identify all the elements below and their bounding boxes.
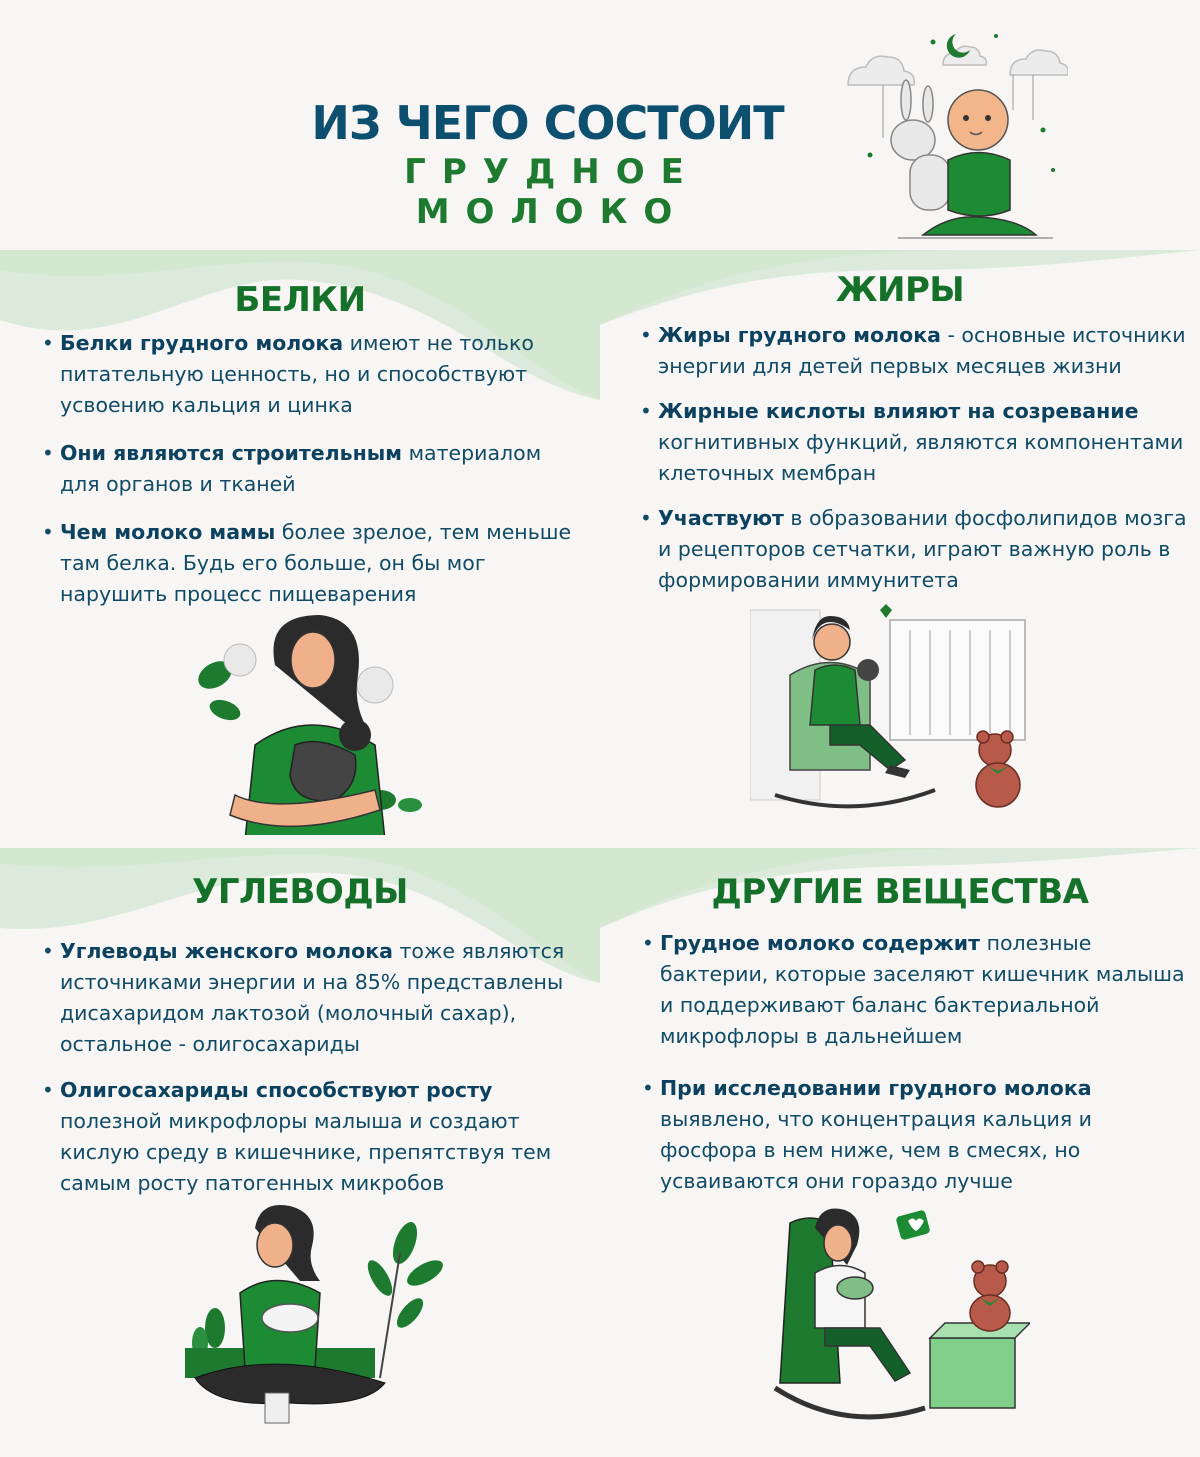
mother-sitting-feeding-icon [175,1203,445,1443]
bullet-list [642,928,1190,1197]
bullet-item: • Олигосахариды способствуют росту полезной микрофлоры малыша и создают кислую среду в кишечнике, препятствуя тем самым росту патогенных микробов [42,1075,582,1199]
bullet-item: • Белки грудного молока имеют не только питательную ценность, но и способствуют усвоению кальция и цинка [42,328,582,421]
bullet-item: • Углеводы женского молока тоже являются источниками энергии и на 85% представлены дисахаридом лактозой (молочный сахар), остальное - олигосахариды [42,936,582,1060]
section-title-carbohydrates: УГЛЕВОДЫ [192,872,408,912]
mother-breastfeeding-icon [195,615,435,835]
bullet-item: • Они являются строительным материалом для органов и тканей [42,438,582,500]
section-title-fats: ЖИРЫ [835,270,965,310]
mother-rocking-chair-crib-icon [750,600,1050,825]
mother-rocking-chair-teddy-icon [770,1203,1030,1433]
section-other-substances [600,848,1200,1448]
page-title: ИЗ ЧЕГО СОСТОИТ [311,96,784,150]
bullet-item: • Чем молоко мамы более зрелое, тем меньше там белка. Будь его больше, он бы мог нарушить процесс пищеварения [42,517,582,610]
bullet-item: • Жиры грудного молока - основные источники энергии для детей первых месяцев жизни [640,320,1188,382]
baby-with-bunny-icon [838,20,1068,250]
bullet-item: • Жирные кислоты влияют на созревание когнитивных функций, являются компонентами клеточных мембран [640,396,1188,489]
bullet-item: • При исследовании грудного молока выявлено, что концентрация кальция и фосфора в нем ниже, чем в смесях, но усваиваются они гораздо лучше [642,1073,1190,1197]
bullet-list [42,936,582,1199]
bullet-item: • Участвуют в образовании фосфолипидов мозга и рецепторов сетчатки, играют важную роль в формировании иммунитета [640,503,1188,596]
section-fats [600,250,1200,850]
bullet-list [640,320,1188,596]
teddy [976,731,1020,807]
section-title-proteins: БЕЛКИ [234,280,366,320]
section-proteins [0,250,600,850]
bullet-list [42,328,582,610]
section-carbohydrates [0,848,600,1448]
section-title-other-substances: ДРУГИЕ ВЕЩЕСТВА [711,872,1089,912]
page-subtitle: ГРУДНОЕ МОЛОКО [404,152,700,232]
bullet-item: • Грудное молоко содержит полезные бактерии, которые заселяют кишечник малыша и поддерживают баланс бактериальной микрофлоры в дальнейшем [642,928,1190,1052]
